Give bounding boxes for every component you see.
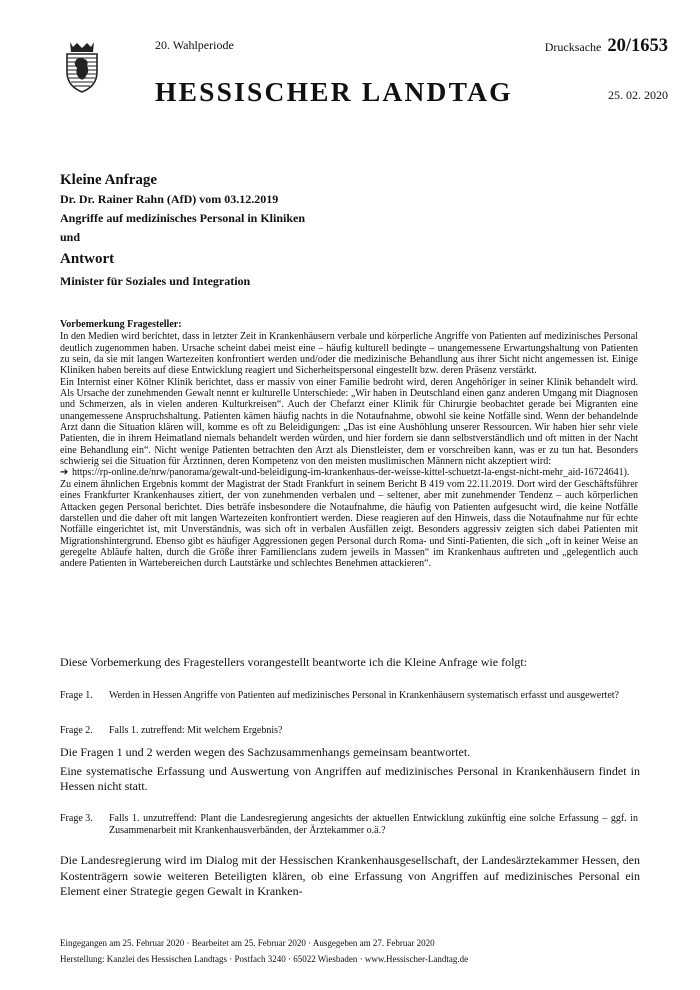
answer-intro (60, 655, 640, 671)
question-label: Frage 3. (60, 813, 93, 824)
question-3 (60, 813, 638, 836)
question-2 (60, 725, 638, 737)
question-label: Frage 1. (60, 690, 93, 701)
preliminary-paragraph-2: Ein Internist einer Kölner Klinik berichtet, dass er massiv von einer Familie bedroht wird, deren Angehöriger in seiner Klinik behandelt wird. Als Ursache der zunehmenden Gewalt nennt er kulturelle Unterschiede: „Wir haben in Deutschland einen ganz anderen Umgang mit Diagnosen und Schmerzen, als in vielen anderen Kulturkreisen“. Auch der Chefarzt einer Klinik für Chirurgie beobachtet gerade bei Migranten eine unangemessene Anspruchshaltung. Patienten kämen häufig nachts in die Notaufnahme, obwohl sie keine Notfälle sind. Wenn der behandelnde Arzt dann die Situation klären will, komme es oft zu Beleidigungen: „Das ist eine Aushöhlung unserer Ressourcen. Wir haben hier sehr viele Patienten, die in ihrem Heimatland niemals behandelt werden würden, und hier fordern sie dann selbstverständlich und oft mitten in der Nacht eine Behandlung ein“. Nicht wenige Patienten betrachten den Arzt als Dienstleister, dem er vorschreiben kann, was er zu tun hat. Besonders schwierig sei die Situation für Ärztinnen, deren Kompetenz von den meisten muslimischen Männern nicht akzeptiert wird: (60, 376, 638, 468)
preliminary-remark-heading: Vorbemerkung Fragesteller: (60, 319, 182, 330)
drucksache-label: Drucksache (544, 40, 602, 54)
question-label: Frage 2. (60, 725, 93, 736)
preliminary-paragraph-1: In den Medien wird berichtet, dass in letzter Zeit in Krankenhäusern verbale und körperliche Angriffe von Patienten auf medizinisches Personal deutlich zugenommen haben. Ursache scheint dabei meist eine – häufig kulturell bedingte – unangemessene Erwartungshaltung von Patienten zu sein, da sie mit langen Wartezeiten konfrontiert werden und/oder die medizinische Behandlung aus ihrer Sicht nicht angemessen ist. Einige Kliniken haben bereits auf diese Entwicklung reagiert und Sicherheitspersonal eingestellt bzw. deren Präsenz verstärkt. (60, 331, 638, 377)
document-date: 25. 02. 2020 (608, 88, 668, 102)
answer-1-2 (60, 745, 640, 795)
inquiry-und: und (60, 230, 81, 244)
arrow-right-icon: ➔ (60, 467, 69, 479)
preliminary-paragraph-3: Zu einem ähnlichen Ergebnis kommt der Magistrat der Stadt Frankfurt in seinem Bericht B 419 vom 22.11.2019. Dort wird der Geschäftsführer eines Frankfurter Krankenhauses zitiert, der von zunehmenden verbalen und – seltener, aber mit zunehmender Tendenz – auch körperlichen Attacken gegen Personal berichtet. Dies beträfe insbesondere die Notaufnahme, die häufig von Patienten aufgesucht wird, die keine Notfälle darstellen und die daher oft mit langen Wartezeiten konfrontiert werden. Diese reagieren auf den Hinweis, dass die Notaufnahme nur für echte Notfälle eingerichtet ist, mit Unverständnis, was sich oft in verbalen Ausfällen zeigt. Besonders aggressiv zeigten sich dabei Patienten mit Migrationshintergrund. Ebenso gibt es häufiger Aggressionen gegen Personal durch Roma- und Sinti-Patienten, die sich „oft in keiner Weise an geregelte Abläufe halten, durch die Größe ihrer Familienclans zudem jeweils in Massen“ im Krankenhaus auftreten und „gelegentlich auch andere Patienten in Wartebereichen durch Lautstärke und schlechtes Benehmen attackieren“. (60, 478, 638, 570)
inquiry-author: Dr. Dr. Rainer Rahn (AfD) vom 03.12.2019 (60, 192, 279, 206)
hessen-coat-of-arms-logo (62, 38, 102, 94)
legislative-period: 20. Wahlperiode (155, 38, 234, 52)
answer-intro-text: Diese Vorbemerkung des Fragestellers vorangestellt beantworte ich die Kleine Anfrage wie folgt: (60, 655, 528, 669)
footer-dates: Eingegangen am 25. Februar 2020 · Bearbeitet am 25. Februar 2020 · Ausgegeben am 27. Februar 2020 (60, 938, 435, 948)
question-1 (60, 690, 638, 702)
source-link[interactable]: https://rp-online.de/nrw/panorama/gewalt-und-beleidigung-im-krankenhaus-der-weisse-kittel-schuetzt-la-engst-nicht-mehr_aid-16724641). (72, 467, 630, 479)
question-text: Werden in Hessen Angriffe von Patienten auf medizinisches Personal in Krankenhäusern systematisch erfasst und ausgewertet? (109, 690, 619, 701)
question-text: Falls 1. unzutreffend: Plant die Landesregierung angesichts der aktuellen Entwicklung zukünftig eine solche Erfassung – ggf. in Zusammenarbeit mit Krankenhausverbänden, der Ärztekammer o.ä.? (109, 813, 638, 836)
footer-publisher: Herstellung: Kanzlei des Hessischen Landtags · Postfach 3240 · 65022 Wiesbaden · www.Hessischer-Landtag.de (60, 954, 469, 964)
inquiry-type: Kleine Anfrage (60, 172, 158, 188)
source-link-line (60, 467, 638, 478)
inquiry-subject: Angriffe auf medizinisches Personal in Kliniken (60, 211, 306, 225)
question-text: Falls 1. zutreffend: Mit welchem Ergebnis? (109, 725, 283, 736)
answer-3 (60, 853, 640, 900)
answering-minister: Minister für Soziales und Integration (60, 274, 251, 288)
preliminary-remark (60, 319, 638, 570)
drucksache-value: 20/1653 (607, 36, 668, 56)
answer-3-text: Die Landesregierung wird im Dialog mit der Hessischen Krankenhausgesellschaft, der Landesärztekammer Hessen, den Kostenträgern sowie weiteren Beteiligten klären, ob eine Erfassung von Angriffen auf medizinisches Personal ein Element einer Strategie gegen Gewalt in Kranken- (60, 853, 640, 898)
answer-1-2-text: Eine systematische Erfassung und Auswertung von Angriffen auf medizinisches Personal in Krankenhäusern findet in Hessen nicht statt. (60, 763, 640, 793)
answer-1-2-intro: Die Fragen 1 und 2 werden wegen des Sachzusammenhangs gemeinsam beantwortet. (60, 745, 471, 759)
drucksache-number (545, 36, 668, 57)
page-title: HESSISCHER LANDTAG (155, 76, 513, 107)
answer-heading: Antwort (60, 251, 115, 267)
inquiry-heading (60, 170, 580, 291)
